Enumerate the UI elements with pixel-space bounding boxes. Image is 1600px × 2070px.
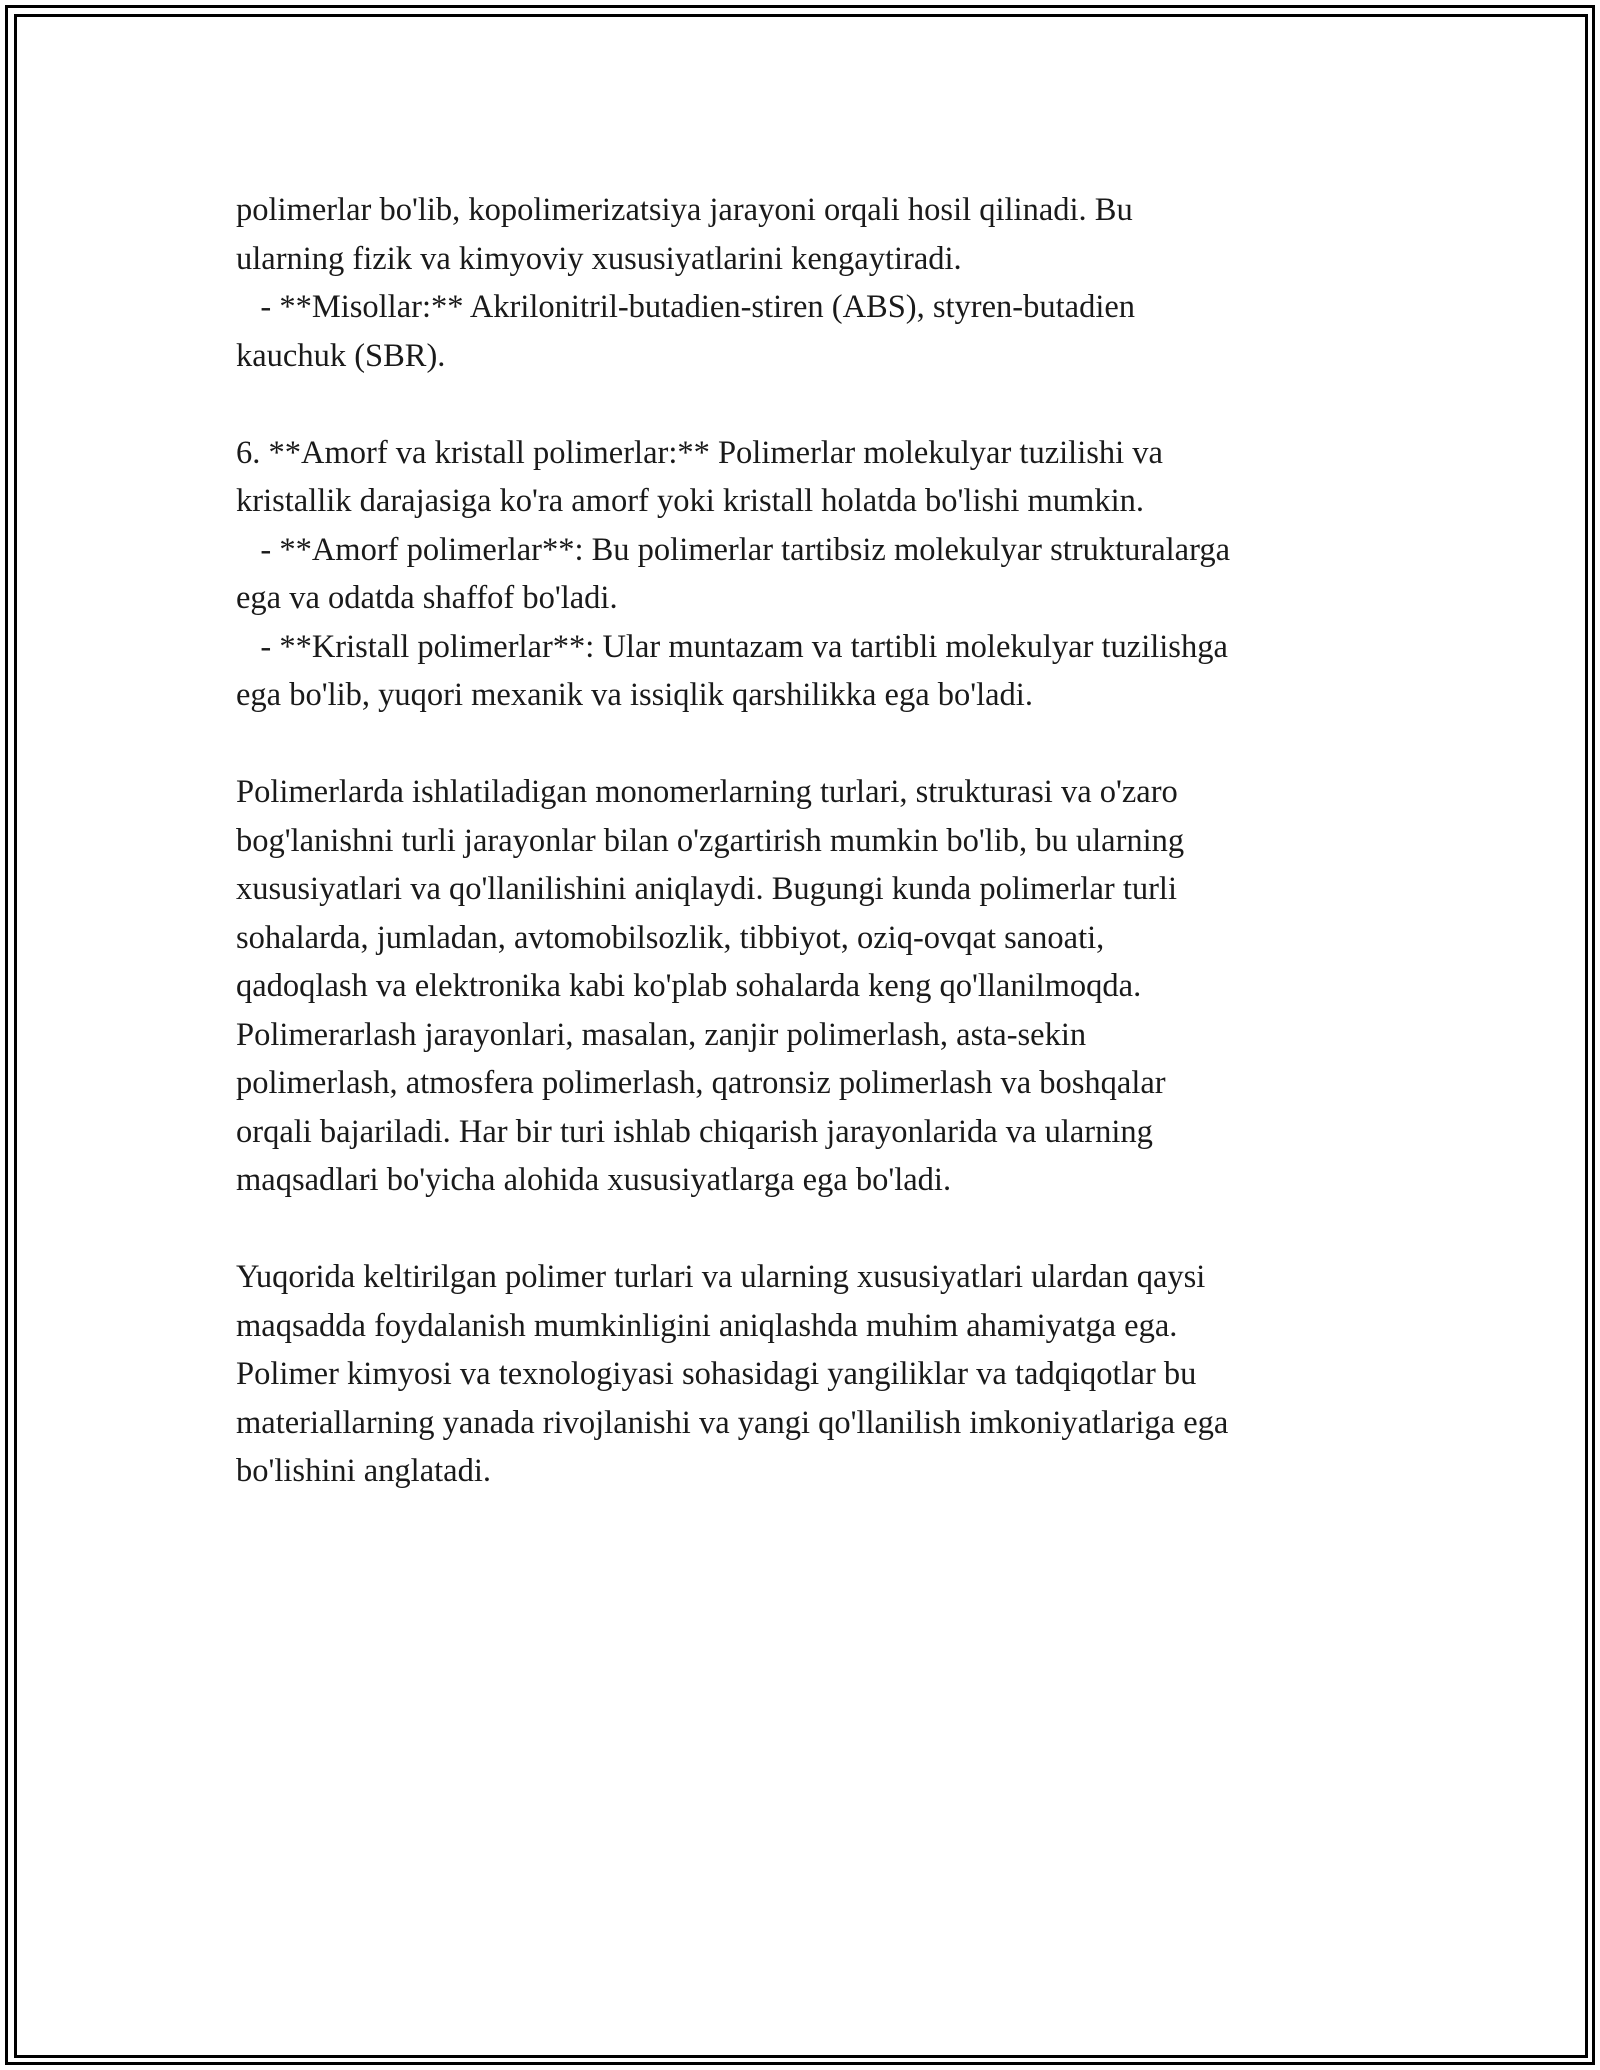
text-line: Polimerlarda ishlatiladigan monomerlarning turlari, strukturasi va o'zaro bbox=[236, 774, 1178, 810]
text-line: ega bo'lib, yuqori mexanik va issiqlik qarshilikka ega bo'ladi. bbox=[236, 677, 1033, 713]
text-line: polimerlar bo'lib, kopolimerizatsiya jarayoni orqali hosil qilinadi. Bu bbox=[236, 192, 1133, 228]
text-line: xususiyatlari va qo'llanilishini aniqlaydi. Bugungi kunda polimerlar turli bbox=[236, 871, 1177, 907]
document-body bbox=[236, 186, 1386, 1496]
text-line: ularning fizik va kimyoviy xususiyatlarini kengaytiradi. bbox=[236, 240, 962, 277]
paragraph-gap bbox=[236, 380, 1386, 429]
text-line: qadoqlash va elektronika kabi ko'plab sohalarda keng qo'llanilmoqda. bbox=[236, 968, 1142, 1004]
text-line: 6. **Amorf va kristall polimerlar:** Polimerlar molekulyar tuzilishi va bbox=[236, 434, 1163, 471]
text-line: Polimer kimyosi va texnologiyasi sohasidagi yangiliklar va tadqiqotlar bu bbox=[236, 1356, 1197, 1392]
paragraph-gap bbox=[236, 1205, 1386, 1254]
text-line: maqsadlari bo'yicha alohida xususiyatlarga ega bo'ladi. bbox=[236, 1162, 952, 1198]
text-line: bog'lanishni turli jarayonlar bilan o'zgartirish mumkin bo'lib, bu ularning bbox=[236, 822, 1185, 859]
text-line: - **Amorf polimerlar**: Bu polimerlar tartibsiz molekulyar strukturalarga bbox=[236, 531, 1230, 568]
text-line: bo'lishini anglatadi. bbox=[236, 1453, 491, 1489]
text-line: kristallik darajasiga ko'ra amorf yoki kristall holatda bo'lishi mumkin. bbox=[236, 483, 1144, 519]
text-line: - **Misollar:** Akrilonitril-butadien-stiren (ABS), styren-butadien bbox=[236, 289, 1136, 325]
text-line: - **Kristall polimerlar**: Ular muntazam va tartibli molekulyar tuzilishga bbox=[236, 628, 1228, 665]
text-line: sohalarda, jumladan, avtomobilsozlik, tibbiyot, oziq-ovqat sanoati, bbox=[236, 919, 1105, 956]
text-line: kauchuk (SBR). bbox=[236, 337, 446, 374]
text-line: materiallarning yanada rivojlanishi va yangi qo'llanilish imkoniyatlariga ega bbox=[236, 1404, 1229, 1441]
paragraph-gap bbox=[236, 720, 1386, 769]
text-line: ega va odatda shaffof bo'ladi. bbox=[236, 580, 618, 616]
text-line: Polimerarlash jarayonlari, masalan, zanjir polimerlash, asta-sekin bbox=[236, 1016, 1087, 1053]
text-line: Yuqorida keltirilgan polimer turlari va ularning xususiyatlari ulardan qaysi bbox=[236, 1259, 1206, 1295]
text-line: orqali bajariladi. Har bir turi ishlab chiqarish jarayonlarida va ularning bbox=[236, 1113, 1153, 1150]
text-line: polimerlash, atmosfera polimerlash, qatronsiz polimerlash va boshqalar bbox=[236, 1065, 1166, 1101]
text-line: maqsadda foydalanish mumkinligini aniqlashda muhim ahamiyatga ega. bbox=[236, 1307, 1178, 1344]
